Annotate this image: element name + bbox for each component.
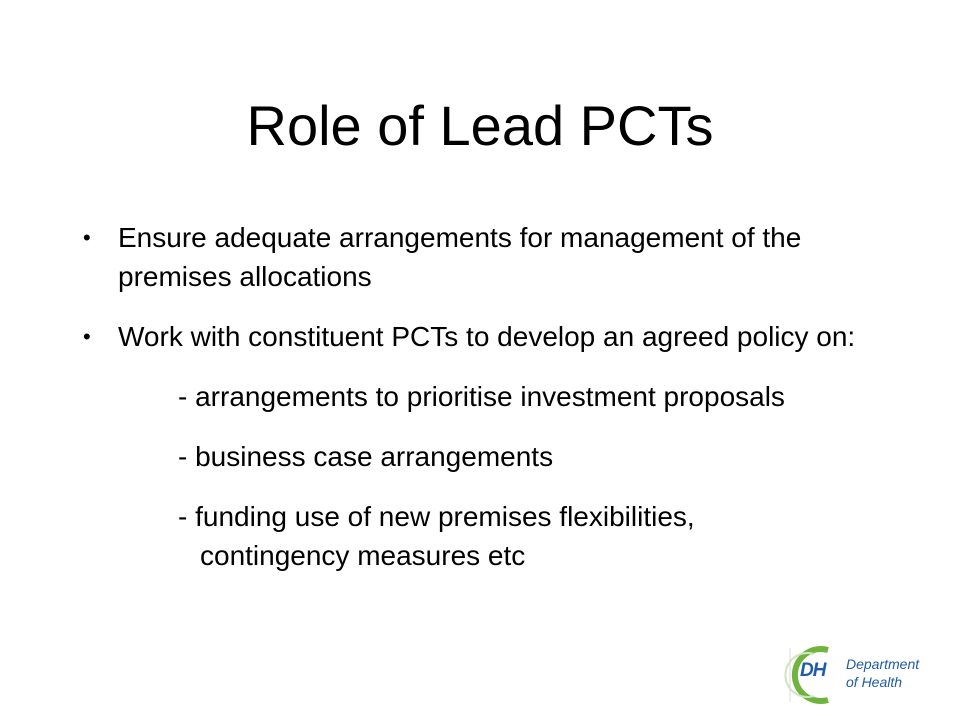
bullet-icon: • bbox=[83, 225, 91, 250]
bullet-text: Work with constituent PCTs to develop an agreed policy on: bbox=[118, 321, 856, 352]
department-of-health-logo bbox=[784, 640, 932, 710]
bullet-item bbox=[80, 218, 900, 296]
sub-item-continuation: contingency measures etc bbox=[200, 540, 526, 571]
sub-item bbox=[80, 497, 900, 575]
bullet-item bbox=[80, 317, 900, 356]
bullet-icon: • bbox=[83, 324, 91, 349]
slide-content bbox=[80, 218, 900, 575]
logo-mark: DH bbox=[800, 660, 826, 681]
sub-item-text: - funding use of new premises flexibilities, bbox=[178, 501, 695, 532]
sub-item: - business case arrangements bbox=[178, 441, 554, 472]
logo-line-1: Department bbox=[846, 656, 920, 672]
logo-line-2: of Health bbox=[846, 674, 903, 690]
sub-item: - arrangements to prioritise investment proposals bbox=[178, 381, 785, 412]
logo-wordmark bbox=[846, 655, 919, 691]
bullet-text: Ensure adequate arrangements for management of the premises allocations bbox=[118, 222, 802, 292]
slide-title: Role of Lead PCTs bbox=[246, 94, 714, 157]
